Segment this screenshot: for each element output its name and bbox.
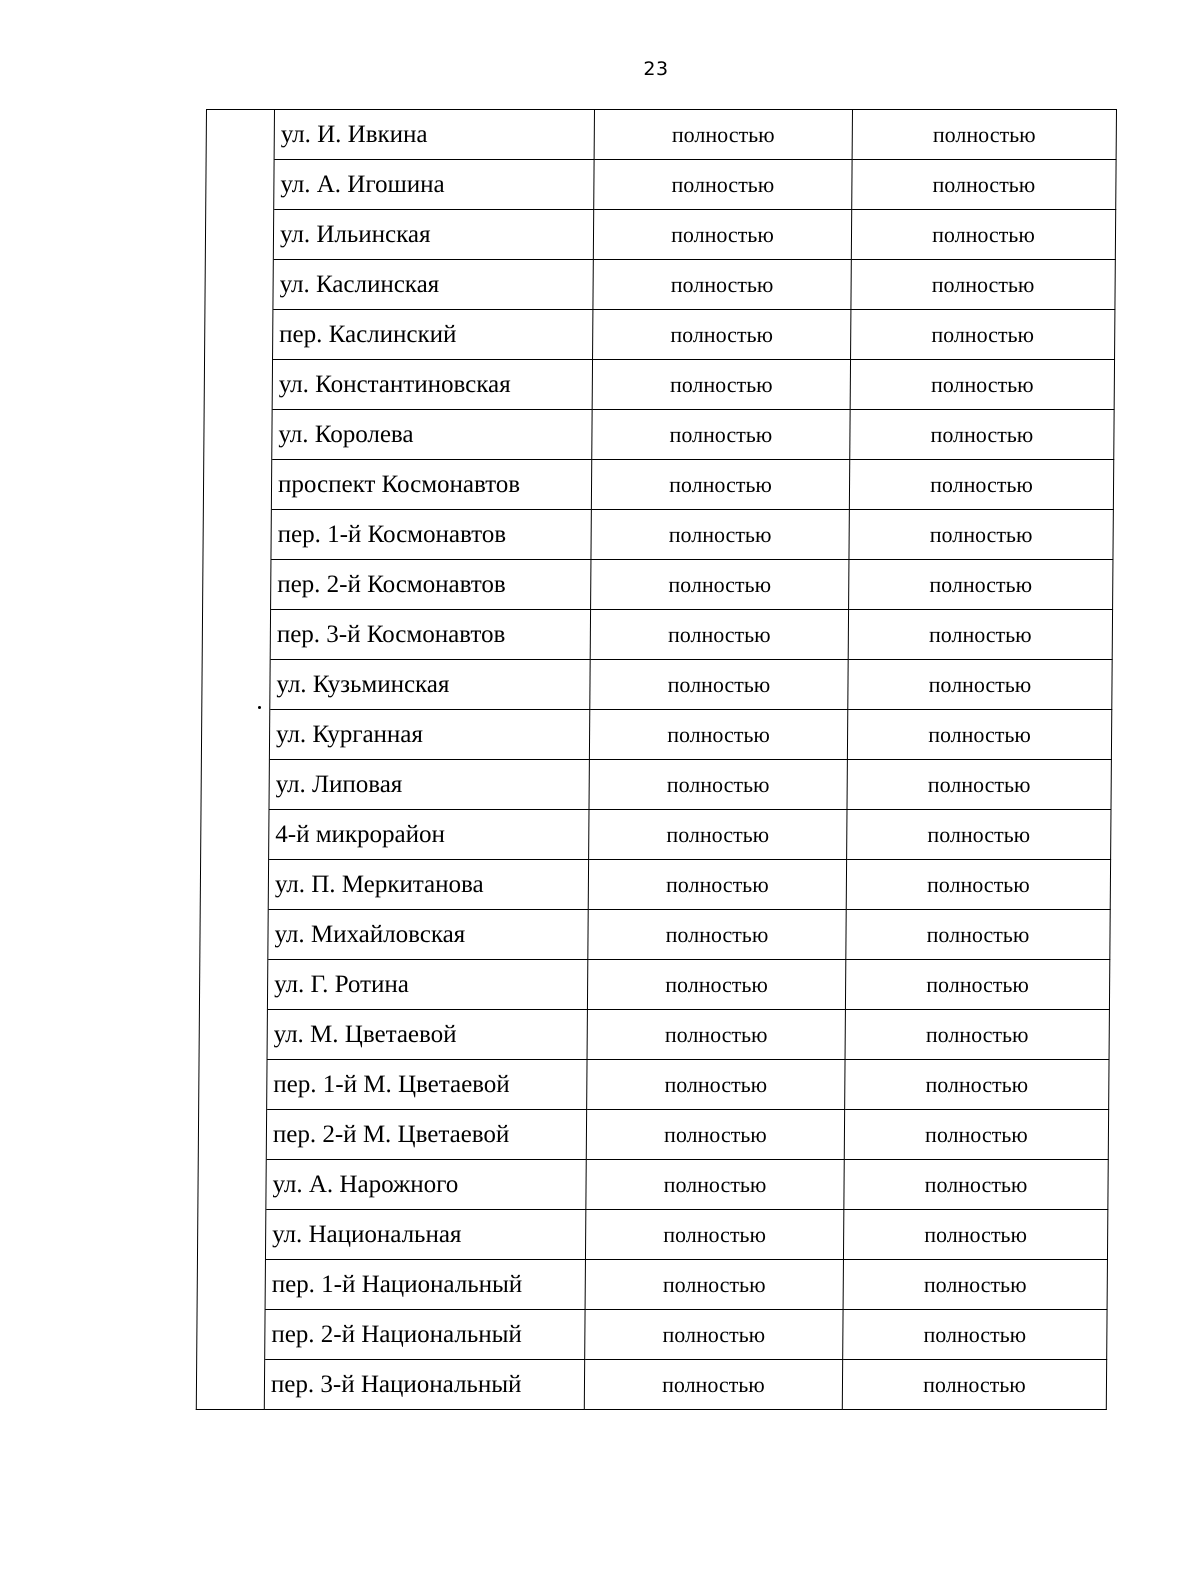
streets-table-wrapper xyxy=(196,109,1116,1410)
coverage-cell-2: полностью xyxy=(842,1360,1106,1410)
coverage-cell-2: полностью xyxy=(843,1260,1107,1310)
coverage-cell-1: полностью xyxy=(591,510,849,560)
coverage-cell-2: полностью xyxy=(848,660,1112,710)
coverage-cell-1: полностью xyxy=(587,1010,845,1060)
coverage-cell-2: полностью xyxy=(843,1310,1107,1360)
street-name-cell: пер. 1-й М. Цветаевой xyxy=(267,1060,587,1110)
table-row xyxy=(203,560,1113,610)
table-row xyxy=(202,660,1112,710)
row-number-cell xyxy=(206,160,274,210)
row-number-cell xyxy=(205,210,273,260)
streets-table xyxy=(196,109,1117,1410)
coverage-cell-2: полностью xyxy=(843,1210,1107,1260)
table-row xyxy=(206,160,1116,210)
coverage-cell-2: полностью xyxy=(845,960,1109,1010)
row-number-cell xyxy=(201,760,269,810)
coverage-cell-2: полностью xyxy=(844,1160,1108,1210)
table-row xyxy=(206,110,1116,160)
street-name-cell: пер. 2-й М. Цветаевой xyxy=(266,1110,586,1160)
row-number-cell xyxy=(205,260,273,310)
coverage-cell-1: полностью xyxy=(589,710,847,760)
coverage-cell-2: полностью xyxy=(852,160,1116,210)
street-name-cell: ул. Национальная xyxy=(265,1210,585,1260)
coverage-cell-1: полностью xyxy=(593,260,851,310)
coverage-cell-1: полностью xyxy=(592,410,850,460)
table-row xyxy=(202,610,1112,660)
coverage-cell-1: полностью xyxy=(589,760,847,810)
street-name-cell: пер. 3-й Национальный xyxy=(264,1360,584,1410)
coverage-cell-2: полностью xyxy=(850,410,1114,460)
coverage-cell-2: полностью xyxy=(851,210,1115,260)
table-row xyxy=(201,810,1111,860)
row-number-cell xyxy=(199,1010,267,1060)
table-row xyxy=(200,910,1110,960)
street-name-cell: пер. Каслинский xyxy=(273,310,593,360)
table-row xyxy=(200,860,1110,910)
row-number-cell xyxy=(200,910,268,960)
row-number-cell xyxy=(199,960,267,1010)
row-number-cell xyxy=(197,1310,265,1360)
street-name-cell: ул. Липовая xyxy=(269,760,589,810)
coverage-cell-1: полностью xyxy=(591,560,849,610)
coverage-cell-1: полностью xyxy=(593,310,851,360)
table-row xyxy=(203,460,1113,510)
coverage-cell-2: полностью xyxy=(851,260,1115,310)
coverage-cell-2: полностью xyxy=(846,910,1110,960)
coverage-cell-2: полностью xyxy=(848,610,1112,660)
streets-table-body xyxy=(196,110,1116,1410)
street-name-cell: ул. Константиновская xyxy=(272,360,592,410)
coverage-cell-2: полностью xyxy=(847,710,1111,760)
row-number-cell xyxy=(202,610,270,660)
street-name-cell: ул. Курганная xyxy=(269,710,589,760)
street-name-cell: пер. 1-й Национальный xyxy=(265,1260,585,1310)
page-number: 23 xyxy=(643,58,669,80)
coverage-cell-1: полностью xyxy=(586,1110,844,1160)
coverage-cell-1: полностью xyxy=(587,960,845,1010)
street-name-cell: ул. Ильинская xyxy=(273,210,593,260)
row-number-cell xyxy=(204,410,272,460)
coverage-cell-2: полностью xyxy=(852,110,1116,160)
row-number-cell xyxy=(203,560,271,610)
coverage-cell-1: полностью xyxy=(586,1160,844,1210)
coverage-cell-2: полностью xyxy=(844,1110,1108,1160)
coverage-cell-1: полностью xyxy=(590,660,848,710)
table-row xyxy=(205,310,1115,360)
table-row xyxy=(199,1060,1109,1110)
table-row xyxy=(205,260,1115,310)
row-number-cell xyxy=(200,860,268,910)
coverage-cell-2: полностью xyxy=(846,860,1110,910)
coverage-cell-1: полностью xyxy=(585,1260,843,1310)
coverage-cell-2: полностью xyxy=(851,310,1115,360)
coverage-cell-1: полностью xyxy=(584,1360,842,1410)
street-name-cell: ул. И. Ивкина xyxy=(274,110,594,160)
table-row xyxy=(201,760,1111,810)
street-name-cell: ул. Кузьминская xyxy=(270,660,590,710)
coverage-cell-2: полностью xyxy=(845,1060,1109,1110)
table-row xyxy=(199,1010,1109,1060)
table-row xyxy=(203,510,1113,560)
row-number-cell xyxy=(202,660,270,710)
table-row xyxy=(197,1310,1107,1360)
coverage-cell-1: полностью xyxy=(591,460,849,510)
table-row xyxy=(198,1110,1108,1160)
coverage-cell-1: полностью xyxy=(585,1310,843,1360)
coverage-cell-2: полностью xyxy=(847,760,1111,810)
row-number-cell xyxy=(203,510,271,560)
street-name-cell: ул. Королева xyxy=(272,410,592,460)
coverage-cell-1: полностью xyxy=(594,160,852,210)
coverage-cell-1: полностью xyxy=(588,910,846,960)
row-number-cell xyxy=(198,1160,266,1210)
coverage-cell-1: полностью xyxy=(592,360,850,410)
table-row xyxy=(196,1360,1106,1410)
street-name-cell: ул. А. Игошина xyxy=(274,160,594,210)
table-row xyxy=(204,410,1114,460)
table-row xyxy=(199,960,1109,1010)
coverage-cell-1: полностью xyxy=(590,610,848,660)
row-number-cell xyxy=(196,1360,264,1410)
street-name-cell: 4-й микрорайон xyxy=(269,810,589,860)
coverage-cell-2: полностью xyxy=(847,810,1111,860)
street-name-cell: ул. Каслинская xyxy=(273,260,593,310)
row-number-cell xyxy=(205,310,273,360)
row-number-cell xyxy=(204,360,272,410)
row-number-cell xyxy=(197,1260,265,1310)
coverage-cell-1: полностью xyxy=(585,1210,843,1260)
row-number-cell xyxy=(201,810,269,860)
street-name-cell: ул. П. Меркитанова xyxy=(268,860,588,910)
coverage-cell-1: полностью xyxy=(594,110,852,160)
street-name-cell: ул. М. Цветаевой xyxy=(267,1010,587,1060)
coverage-cell-2: полностью xyxy=(850,360,1114,410)
row-number-cell xyxy=(201,710,269,760)
street-name-cell: проспект Космонавтов xyxy=(271,460,591,510)
coverage-cell-1: полностью xyxy=(587,1060,845,1110)
coverage-cell-1: полностью xyxy=(593,210,851,260)
street-name-cell: ул. А. Нарожного xyxy=(266,1160,586,1210)
coverage-cell-1: полностью xyxy=(588,860,846,910)
street-name-cell: пер. 2-й Космонавтов xyxy=(271,560,591,610)
street-name-cell: пер. 2-й Национальный xyxy=(265,1310,585,1360)
table-row xyxy=(197,1210,1107,1260)
coverage-cell-2: полностью xyxy=(845,1010,1109,1060)
street-name-cell: ул. Г. Ротина xyxy=(267,960,587,1010)
row-number-cell xyxy=(197,1210,265,1260)
row-number-cell xyxy=(199,1060,267,1110)
street-name-cell: пер. 3-й Космонавтов xyxy=(270,610,590,660)
street-name-cell: ул. Михайловская xyxy=(268,910,588,960)
row-number-cell xyxy=(203,460,271,510)
table-row xyxy=(205,210,1115,260)
row-number-cell xyxy=(206,110,274,160)
table-row xyxy=(197,1260,1107,1310)
coverage-cell-2: полностью xyxy=(849,510,1113,560)
coverage-cell-2: полностью xyxy=(849,560,1113,610)
coverage-cell-1: полностью xyxy=(589,810,847,860)
street-name-cell: пер. 1-й Космонавтов xyxy=(271,510,591,560)
margin-dot-mark xyxy=(258,706,261,709)
table-row xyxy=(198,1160,1108,1210)
row-number-cell xyxy=(198,1110,266,1160)
table-row xyxy=(204,360,1114,410)
table-row xyxy=(201,710,1111,760)
coverage-cell-2: полностью xyxy=(849,460,1113,510)
